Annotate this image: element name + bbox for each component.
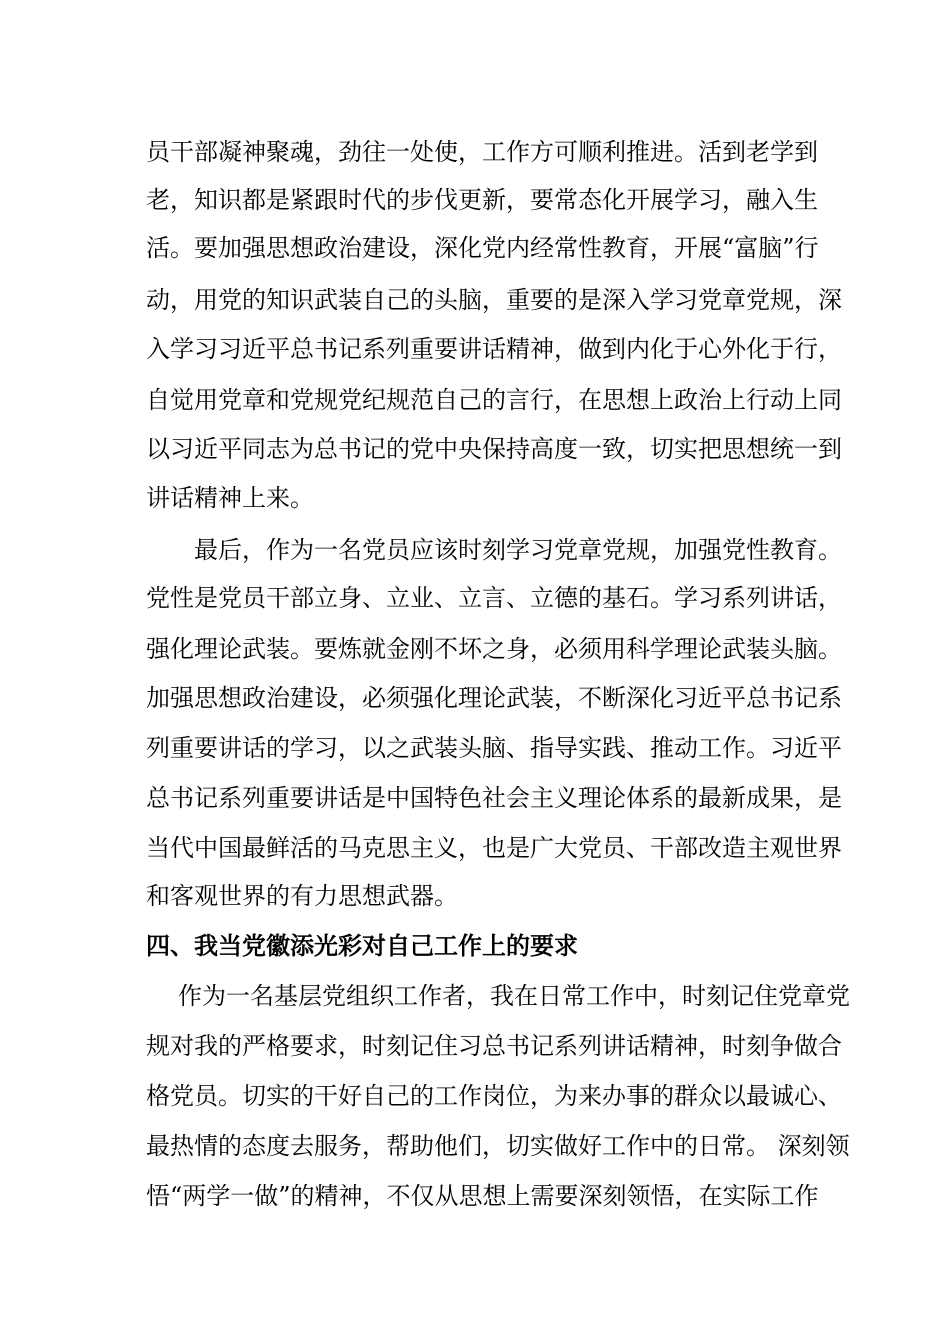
paragraph-line: 规对我的严格要求，时刻记住习总书记系列讲话精神，时刻争做合 bbox=[146, 1032, 842, 1060]
paragraph-line: 作为一名基层党组织工作者，我在日常工作中，时刻记住党章党 bbox=[178, 982, 850, 1010]
paragraph-line: 最热情的态度去服务，帮助他们，切实做好工作中的日常。 深刻领 bbox=[146, 1132, 850, 1160]
paragraph-line: 列重要讲话的学习，以之武装头脑、指导实践、推动工作。习近平 bbox=[146, 734, 842, 762]
paragraph-line: 自觉用党章和党规党纪规范自己的言行，在思想上政治上行动上同 bbox=[146, 386, 842, 414]
paragraph-line: 总书记系列重要讲话是中国特色社会主义理论体系的最新成果，是 bbox=[146, 784, 842, 812]
section-heading: 四、我当党徽添光彩对自己工作上的要求 bbox=[146, 932, 578, 960]
paragraph-line: 和客观世界的有力思想武器。 bbox=[146, 882, 458, 910]
paragraph-line: 以习近平同志为总书记的党中央保持高度一致，切实把思想统一到 bbox=[146, 435, 842, 463]
paragraph-line: 员干部凝神聚魂，劲往一处使，工作方可顺利推进。活到老学到 bbox=[146, 138, 818, 166]
paragraph-line: 讲话精神上来。 bbox=[146, 484, 314, 512]
paragraph-line: 动，用党的知识武装自己的头脑，重要的是深入学习党章党规，深 bbox=[146, 286, 842, 314]
paragraph-line: 加强思想政治建设，必须强化理论武装，不断深化习近平总书记系 bbox=[146, 684, 842, 712]
paragraph-line: 老，知识都是紧跟时代的步伐更新，要常态化开展学习，融入生 bbox=[146, 186, 818, 214]
paragraph-line: 格党员。切实的干好自己的工作岗位，为来办事的群众以最诚心、 bbox=[146, 1082, 842, 1110]
paragraph-line: 最后，作为一名党员应该时刻学习党章党规，加强党性教育。 bbox=[194, 536, 842, 564]
paragraph-line: 活。要加强思想政治建设，深化党内经常性教育，开展“富脑”行 bbox=[146, 234, 819, 262]
paragraph-line: 强化理论武装。要炼就金刚不坏之身，必须用科学理论武装头脑。 bbox=[146, 635, 842, 663]
paragraph-line: 当代中国最鲜活的马克思主义，也是广大党员、干部改造主观世界 bbox=[146, 834, 842, 862]
paragraph-line: 入学习习近平总书记系列重要讲话精神，做到内化于心外化于行， bbox=[146, 335, 842, 363]
paragraph-line: 悟“两学一做”的精神，不仅从思想上需要深刻领悟，在实际工作 bbox=[146, 1182, 819, 1210]
paragraph-line: 党性是党员干部立身、立业、立言、立德的基石。学习系列讲话， bbox=[146, 584, 842, 612]
